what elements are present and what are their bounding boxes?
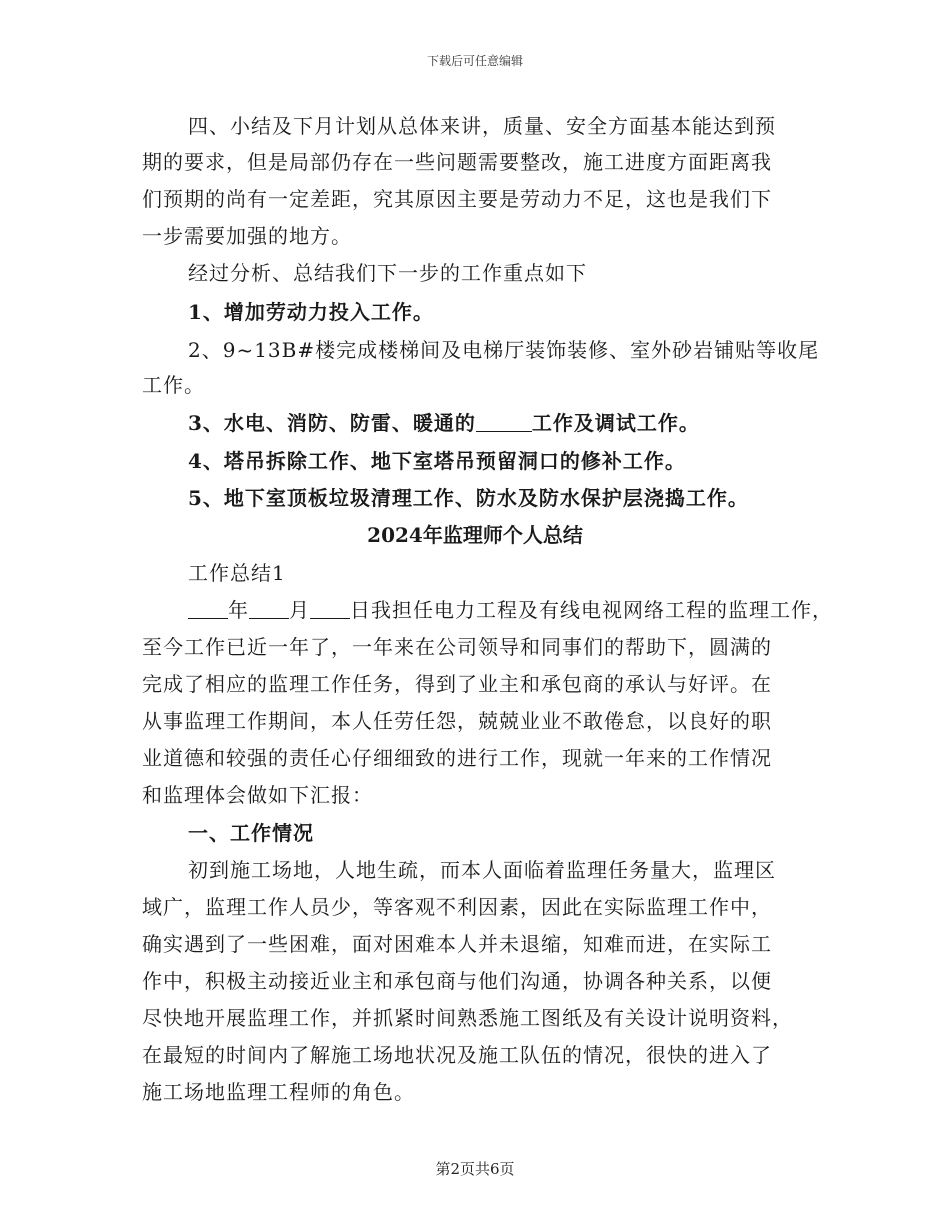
list-item-text: 工作及调试工作。	[531, 411, 700, 435]
paragraph-line: 业道德和较强的责任心仔细细致的进行工作，现就一年来的工作情况	[142, 746, 772, 770]
paragraph-line: 作中，积极主动接近业主和承包商与他们沟通，协调各种关系，以便	[142, 969, 772, 993]
paragraph-line: 尽快地开展监理工作，并抓紧时间熟悉施工图纸及有关设计说明资料，	[142, 1006, 793, 1030]
page-footer: 第2页共6页	[435, 1160, 515, 1178]
paragraph-line: 期的要求，但是局部仍存在一些问题需要整改，施工进度方面距离我	[142, 150, 772, 174]
paragraph-line: 在最短的时间内了解施工场地状况及施工队伍的情况，很快的进入了	[142, 1043, 772, 1067]
blank-underline	[310, 598, 350, 619]
paragraph-line: 初到施工场地，人地生疏，而本人面临着监理任务量大，监理区	[188, 858, 776, 882]
date-text: 年	[228, 598, 249, 622]
paragraph-line	[188, 595, 833, 625]
paragraph-line: 一步需要加强的地方。	[142, 224, 352, 248]
paragraph-line: 从事监理工作期间，本人任劳任怨，兢兢业业不敢倦怠，以良好的职	[142, 709, 772, 733]
paragraph-line: 四、小结及下月计划从总体来讲，质量、安全方面基本能达到预	[188, 114, 776, 138]
paragraph-line: 确实遇到了一些困难，面对困难本人并未退缩，知难而进，在实际工	[142, 932, 772, 956]
paragraph-line: 域广，监理工作人员少，等客观不利因素，因此在实际监理工作中，	[142, 895, 772, 919]
paragraph-text: 日我担任电力工程及有线电视网络工程的监理工作，	[350, 598, 833, 622]
blank-underline	[188, 598, 228, 619]
paragraph-line: 施工场地监理工程师的角色。	[142, 1080, 415, 1104]
paragraph-line: 完成了相应的监理工作任务，得到了业主和承包商的承认与好评。在	[142, 672, 772, 696]
list-item: 2、9~13B#楼完成楼梯间及电梯厅装饰装修、室外砂岩铺贴等收尾	[188, 338, 820, 362]
paragraph-line: 和监理体会做如下汇报：	[142, 783, 373, 807]
paragraph-line: 们预期的尚有一定差距，究其原因主要是劳动力不足，这也是我们下	[142, 187, 772, 211]
list-item-text: 3、水电、消防、防雷、暖通的	[188, 411, 476, 435]
paragraph-line: 至今工作已近一年了，一年来在公司领导和同事们的帮助下，圆满的	[142, 635, 772, 659]
list-item: 1、增加劳动力投入工作。	[188, 300, 434, 324]
paragraph-line: 经过分析、总结我们下一步的工作重点如下	[188, 261, 587, 285]
date-text: 月	[289, 598, 310, 622]
page-header: 下载后可任意编辑	[426, 54, 523, 68]
blank-underline	[476, 411, 532, 432]
section-heading: 一、工作情况	[188, 821, 314, 845]
subtitle: 工作总结1	[188, 561, 286, 585]
section-title: 2024年监理师个人总结	[367, 523, 583, 547]
blank-underline	[249, 598, 289, 619]
list-item: 4、塔吊拆除工作、地下室塔吊预留洞口的修补工作。	[188, 449, 686, 473]
list-item-continuation: 工作。	[142, 373, 205, 397]
list-item: 5、地下室顶板垃圾清理工作、防水及防水保护层浇捣工作。	[188, 486, 749, 510]
list-item	[188, 408, 700, 438]
